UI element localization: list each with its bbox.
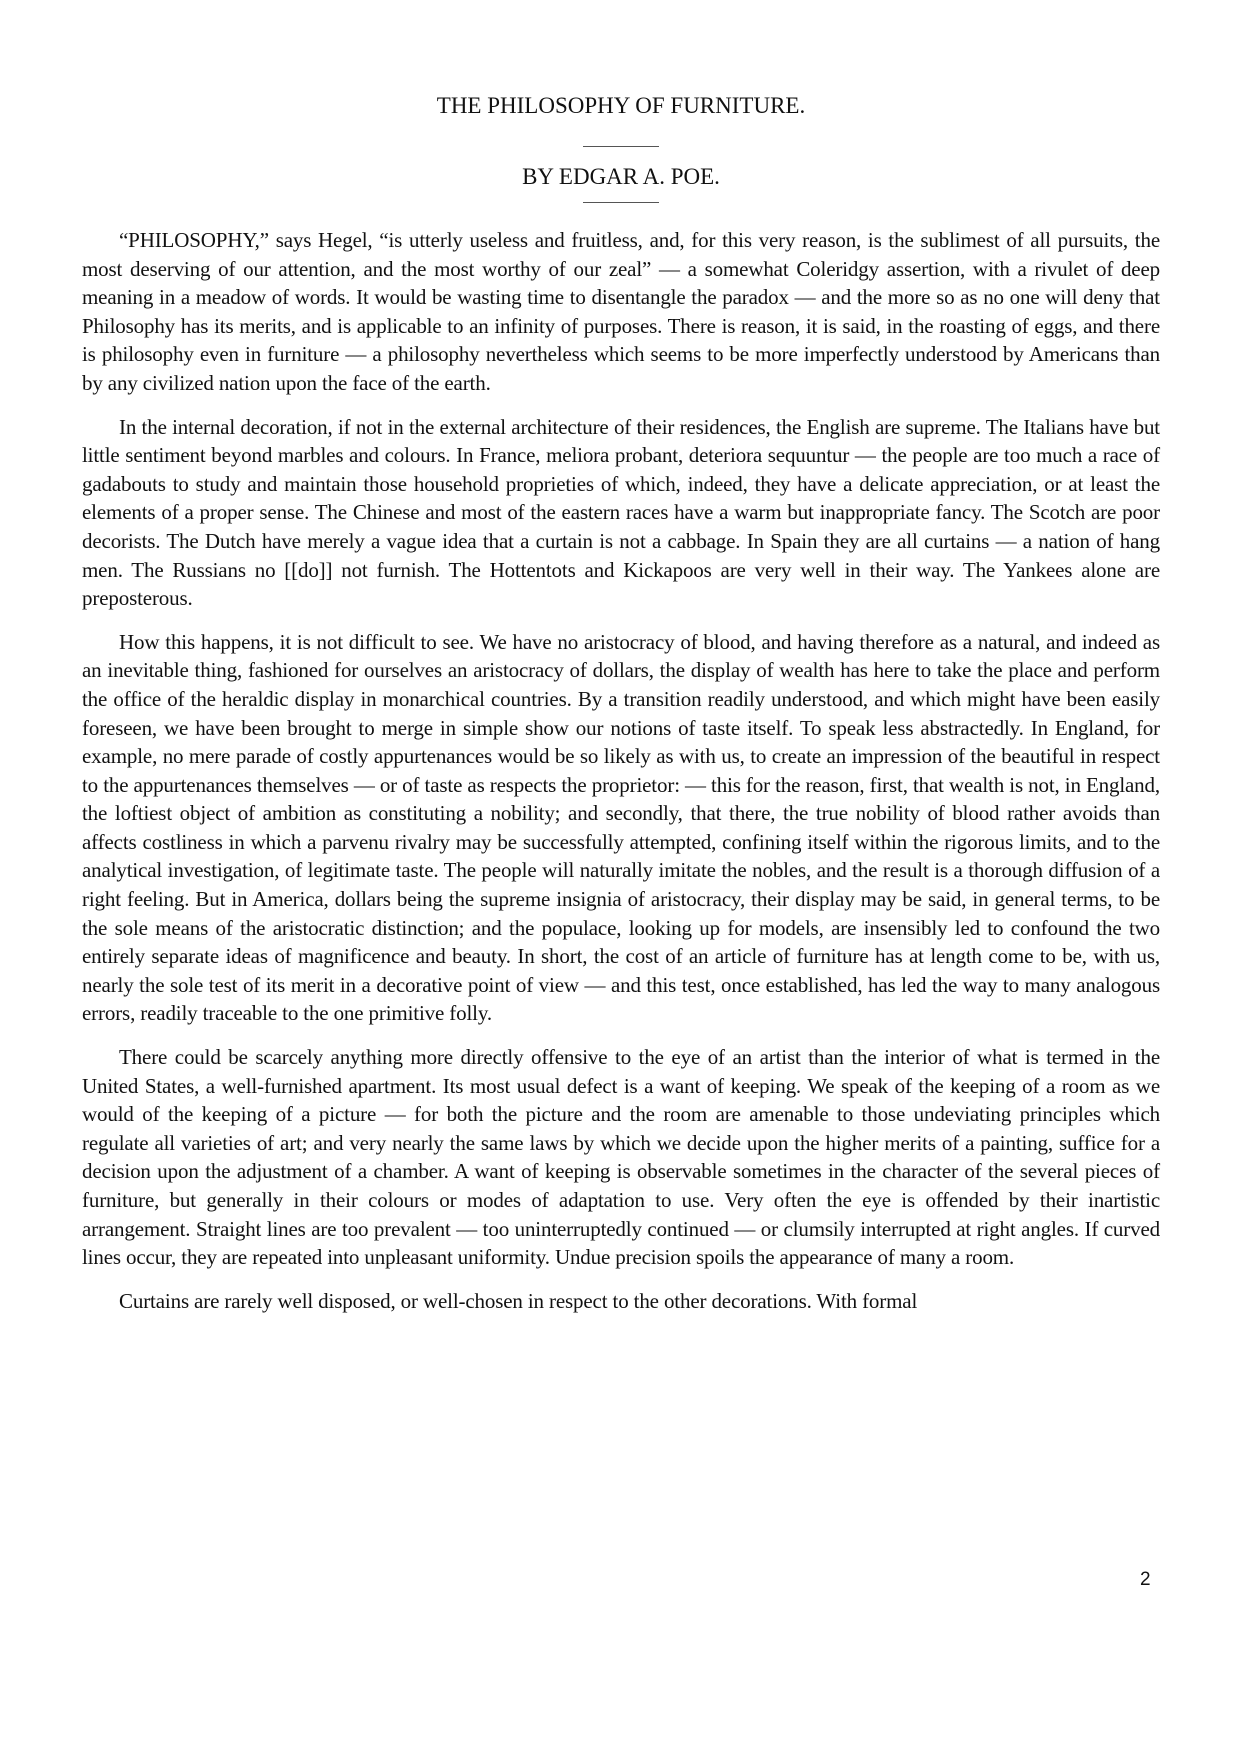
- byline-divider: [583, 202, 659, 203]
- title-divider: [583, 146, 659, 147]
- paragraph-3: How this happens, it is not difficult to see. We have no aristocracy of blood, and having therefore as a natural, and indeed as an inevitable thing, fashioned for ourselves an aristocracy of dollars, the display of wealth has here to take the place and perform the office of the heraldic display in monarchical countries. By a transition readily understood, and which might have been easily foreseen, we have been brought to merge in simple show our notions of taste itself. To speak less abstractedly. In England, for example, no mere parade of costly appurtenances would be so likely as with us, to create an impression of the beautiful in respect to the appurtenances themselves — or of taste as respects the proprietor: — this for the reason, first, that wealth is not, in England, the loftiest object of ambition as constituting a nobility; and secondly, that there, the true nobility of blood rather avoids than affects costliness in which a parvenu rivalry may be successfully attempted, confining itself within the rigorous limits, and to the analytical investigation, of legitimate taste. The people will naturally imitate the nobles, and the result is a thorough diffusion of a right feeling. But in America, dollars being the supreme insignia of aristocracy, their display may be said, in general terms, to be the sole means of the aristocratic distinction; and the populace, looking up for models, are insensibly led to confound the two entirely separate ideas of magnificence and beauty. In short, the cost of an article of furniture has at length come to be, with us, nearly the sole test of its merit in a decorative point of view — and this test, once established, has led the way to many analogous errors, readily traceable to the one primitive folly.: [82, 629, 1160, 1026]
- paragraph-4: There could be scarcely anything more directly offensive to the eye of an artist than the interior of what is termed in the United States, a well-furnished apartment. Its most usual defect is a want of keeping. We speak of the keeping of a room as we would of the keeping of a picture — for both the picture and the room are amenable to those undeviating principles which regulate all varieties of art; and very nearly the same laws by which we decide upon the higher merits of a painting, suffice for a decision upon the adjustment of a chamber. A want of keeping is observable sometimes in the character of the several pieces of furniture, but generally in their colours or modes of adaptation to use. Very often the eye is offended by their inartistic arrangement. Straight lines are too prevalent — too uninterruptedly continued — or clumsily interrupted at right angles. If curved lines occur, they are repeated into unpleasant uniformity. Undue precision spoils the appearance of many a room.: [82, 1045, 1160, 1270]
- document-body: [82, 226, 1160, 1330]
- document-title: THE PHILOSOPHY OF FURNITURE.: [436, 93, 806, 118]
- page-number: 2: [1140, 1569, 1151, 1590]
- paragraph-1: “PHILOSOPHY,” says Hegel, “is utterly useless and fruitless, and, for this very reason, is the sublimest of all pursuits, the most deserving of our attention, and the most worthy of our zeal” — a somewhat Coleridgy assertion, with a rivulet of deep meaning in a meadow of words. It would be wasting time to disentangle the paradox — and the more so as no one will deny that Philosophy has its merits, and is applicable to an infinity of purposes. There is reason, it is said, in the roasting of eggs, and there is philosophy even in furniture — a philosophy nevertheless which seems to be more imperfectly understood by Americans than by any civilized nation upon the face of the earth.: [82, 228, 1160, 395]
- paragraph-5: Curtains are rarely well disposed, or well-chosen in respect to the other decorations. With formal: [119, 1288, 918, 1313]
- author-byline: BY EDGAR A. POE.: [522, 164, 720, 189]
- paragraph-2: In the internal decoration, if not in the external architecture of their residences, the English are supreme. The Italians have but little sentiment beyond marbles and colours. In France, meliora probant, deteriora sequuntur — the people are too much a race of gadabouts to study and maintain those household proprieties of which, indeed, they have a delicate appreciation, or at least the elements of a proper sense. The Chinese and most of the eastern races have a warm but inappropriate fancy. The Scotch are poor decorists. The Dutch have merely a vague idea that a curtain is not a cabbage. In Spain they are all curtains — a nation of hang men. The Russians no [[do]] not furnish. The Hottentots and Kickapoos are very well in their way. The Yankees alone are preposterous.: [82, 414, 1160, 611]
